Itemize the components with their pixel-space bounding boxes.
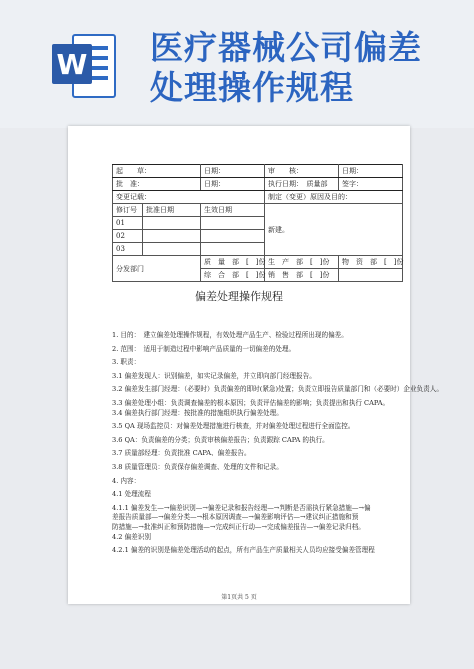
word-document-icon bbox=[52, 32, 114, 98]
revision-header-row: 修订号 批准日期 生效日期 新建。 bbox=[113, 204, 403, 217]
body-paragraph: 4.2.1 偏差的识别是偏差处理活动的起点，所有产品生产质量相关人员均应接受偏差管理程 bbox=[112, 546, 375, 555]
revision-row: 03 bbox=[113, 243, 403, 256]
body-paragraph: 2. 范围： 适用于制造过程中影响产品质量的一切偏差的处理。 bbox=[112, 344, 296, 353]
approval-form-table bbox=[112, 164, 403, 282]
banner bbox=[0, 0, 474, 128]
form-row-draft: 起 草： 日期： 审 核： 日期： bbox=[113, 165, 403, 178]
body-paragraph: 3.6 QA：负责偏差的分类；负责审核偏差报告；负责跟踪 CAPA 的执行。 bbox=[112, 435, 329, 444]
form-row-change: 变更记载： 制定（变更）原因及目的： bbox=[113, 191, 403, 204]
form-row-approve: 批 准： 日期： 执行日期： 质量部 签字： bbox=[113, 178, 403, 191]
body-paragraph: 3.3 偏差处理小组：负责调查偏差的根本原因；负责评估偏差的影响；负责提出和执行 CAPA。 bbox=[112, 398, 390, 407]
body-paragraph: 4.1.1 偏差发生—→偏差识别—→偏差记录和报告经理—→判断是否需执行紧急措施—→偏 bbox=[112, 503, 371, 512]
body-paragraph: 4. 内容： bbox=[112, 476, 141, 485]
distribution-row-1: 分发部门 质 量 部 [ ]份 生 产 部 [ ]份 物 资 部 [ ]份 bbox=[113, 256, 403, 269]
body-paragraph: 4.2 偏差识别 bbox=[112, 532, 151, 541]
body-paragraph: 4.1 处理流程 bbox=[112, 490, 151, 499]
revision-row: 02 bbox=[113, 230, 403, 243]
banner-title bbox=[150, 28, 450, 108]
body-paragraph: 差报告质量部—→偏差分类—→根本原因调查—→偏差影响评估—→建议纠正措施和预 bbox=[112, 513, 359, 522]
revision-row: 01 bbox=[113, 217, 403, 230]
page-footer: 第1页共 5 页 bbox=[221, 594, 257, 601]
document-title: 偏差处理操作规程 bbox=[195, 290, 283, 303]
body-paragraph: 1. 目的： 建立偏差处理操作规程，有效处理产品生产、检验过程所出现的偏差。 bbox=[112, 331, 348, 339]
body-paragraph: 3.2 偏差发生部门经理：（必要时）负责偏差的即时(紧急)处置；负责立即报告质量部门和（必要时）企业负责人。 bbox=[112, 385, 443, 394]
body-paragraph: 3.1 偏差发现人：识别偏差，如实记录偏差，并立即向部门经理报告。 bbox=[112, 371, 316, 380]
document-page bbox=[68, 126, 443, 604]
title-line-1: 医疗器械公司偏差 bbox=[150, 28, 422, 67]
body-paragraph: 3.7 质量部经理：负责批准 CAPA、偏差报告。 bbox=[112, 449, 251, 458]
body-paragraph: 3.4 偏差执行部门经理：按批准的措施组织执行偏差处理。 bbox=[112, 408, 283, 417]
document-body bbox=[112, 331, 443, 556]
title-line-2: 处理操作规程 bbox=[150, 68, 354, 107]
body-paragraph: 防措施—→批准纠正和预防措施—→完成纠正行动—→完成偏差报告—→偏差记录归档。 bbox=[112, 522, 365, 531]
logo-letter: W bbox=[52, 44, 92, 84]
body-paragraph: 3.8 质量管理员：负责保存偏差调查、处理的文件和记录。 bbox=[112, 462, 283, 471]
body-paragraph: 3. 职责： bbox=[112, 358, 141, 367]
distribution-row-2: 综 合 部 [ ]份 销 售 部 [ ]份 bbox=[113, 269, 403, 282]
body-paragraph: 3.5 QA 现场监控员：对偏差处理措施进行核查，并对偏差处理过程进行全面监控。 bbox=[112, 422, 355, 431]
